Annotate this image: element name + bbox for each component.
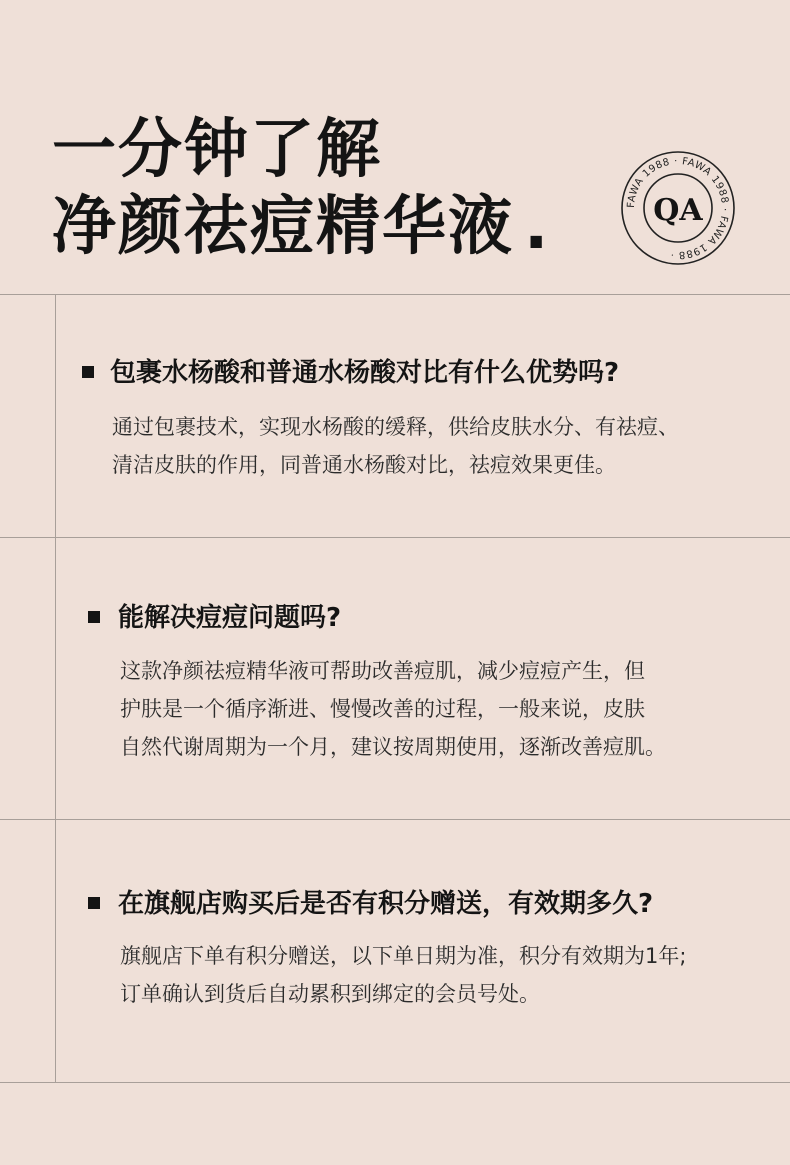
answer-line: 清洁皮肤的作用，同普通水杨酸对比，祛痘效果更佳。: [112, 453, 616, 477]
page-title-line-2: [52, 190, 551, 264]
faq-answer-1: [112, 408, 679, 484]
bullet-icon: [88, 897, 100, 909]
faq-answer-2: [120, 652, 666, 766]
qa-seal-icon: [620, 150, 736, 266]
divider-top: [0, 294, 790, 295]
badge-ring-text: FAWA 1988 · FAWA 1988 · FAWA 1988 ·: [625, 155, 731, 261]
answer-line: 订单确认到货后自动累积到绑定的会员号处。: [120, 982, 540, 1006]
faq-question-3: 在旗舰店购买后是否有积分赠送，有效期多久?: [118, 889, 654, 919]
divider-2: [0, 819, 790, 820]
faq-question-2: 能解决痘痘问题吗?: [118, 603, 342, 633]
divider-1: [0, 537, 790, 538]
badge-letters: QA: [653, 193, 703, 228]
faq-answer-3: [120, 937, 686, 1013]
faq-question-1: 包裹水杨酸和普通水杨酸对比有什么优势吗?: [110, 358, 620, 388]
bullet-icon: [88, 611, 100, 623]
page-title-line-1: 一分钟了解: [52, 113, 382, 187]
answer-line: 自然代谢周期为一个月，建议按周期使用，逐渐改善痘肌。: [120, 735, 666, 759]
divider-bottom: [0, 1082, 790, 1083]
answer-line: 这款净颜祛痘精华液可帮助改善痘肌，减少痘痘产生，但: [120, 659, 645, 683]
answer-line: 护肤是一个循序渐进、慢慢改善的过程，一般来说，皮肤: [120, 697, 645, 721]
answer-line: 旗舰店下单有积分赠送，以下单日期为准，积分有效期为1年;: [120, 944, 687, 968]
answer-line: 通过包裹技术，实现水杨酸的缓释，供给皮肤水分、有祛痘、: [112, 415, 679, 439]
title-text: 净颜祛痘精华液: [52, 190, 514, 264]
title-period: .: [524, 190, 551, 264]
vertical-divider: [55, 295, 56, 1083]
bullet-icon: [82, 366, 94, 378]
